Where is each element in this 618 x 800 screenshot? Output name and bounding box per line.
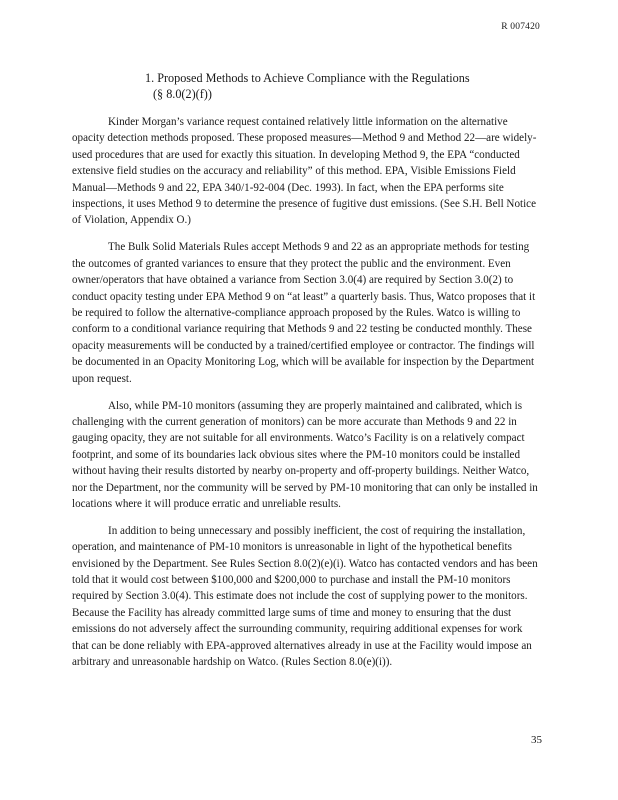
heading-citation: (§ 8.0(2)(f)): [153, 87, 212, 101]
heading-title: 1. Proposed Methods to Achieve Compliance with the Regulations: [145, 71, 470, 85]
paragraph-4: In addition to being unnecessary and possibly inefficient, the cost of requiring the installation, operation, and maintenance of PM-10 monitors is unreasonable in light of the hypothetical benefits envisioned by the Department. See Rules Section 8.0(2)(e)(i). Watco has contacted vendors and has been told that it would cost between $100,000 and $200,000 to purchase and install the PM-10 monitors required by Section 3.0(4). This estimate does not include the cost of supplying power to the monitors. Because the Facility has already committed large sums of time and money to ensuring that the dust emissions do not adversely affect the surrounding community, requiring additional expenses for work that can be done reliably with EPA-approved alternatives already in use at the Facility would impose an arbitrary and unreasonable hardship on Watco. (Rules Section 8.0(e)(i)).: [72, 524, 538, 669]
paragraph-3: Also, while PM-10 monitors (assuming they are properly maintained and calibrated, which is challenging with the current generation of monitors) can be more accurate than Methods 9 and 22 in gauging opacity, they are not suitable for all environments. Watco’s Facility is on a relatively compact footprint, and some of its boundaries lack obvious sites where the PM-10 monitors could be installed without having their results distorted by nearby on-property and off-property buildings. Neither Watco, nor the Department, nor the community will be served by PM-10 monitoring that can only be installed in locations where it will produce erratic and unreliable results.: [72, 399, 538, 510]
paragraph-1: Kinder Morgan’s variance request contained relatively little information on the alternative opacity detection methods proposed. These proposed measures—Method 9 and Method 22—are widely-used procedures that are used for exactly this situation. In developing Method 9, the EPA “conducted extensive field studies on the accuracy and reliability” of this method. EPA, Visible Emissions Field Manual—Methods 9 and 22, EPA 340/1-92-004 (Dec. 1993). In fact, when the EPA performs site inspections, it uses Method 9 to determine the presence of fugitive dust emissions. (See S.H. Bell Notice of Violation, Appendix O.): [72, 116, 537, 227]
document-body: [72, 114, 540, 681]
paragraph-2: The Bulk Solid Materials Rules accept Methods 9 and 22 as an appropriate methods for testing the outcomes of granted variances to ensure that they protect the public and the environment. Even owner/operators that have obtained a variance from Section 3.0(4) are required by Section 3.0(2) to conduct opacity testing under EPA Method 9 on “at least” a quarterly basis. Thus, Watco proposes that it be required to follow the alternative-compliance approach proposed by the Rules. Watco is willing to conform to a conditional variance requiring that Methods 9 and 22 testing be conducted monthly. These opacity measurements will be conducted by a trained/certified employee or contractor. The findings will be documented in an Opacity Monitoring Log, which will be available for inspection by the Department upon request.: [72, 241, 536, 385]
page-number: 35: [531, 734, 542, 746]
section-heading: [145, 70, 525, 102]
document-id: R 007420: [501, 22, 540, 32]
